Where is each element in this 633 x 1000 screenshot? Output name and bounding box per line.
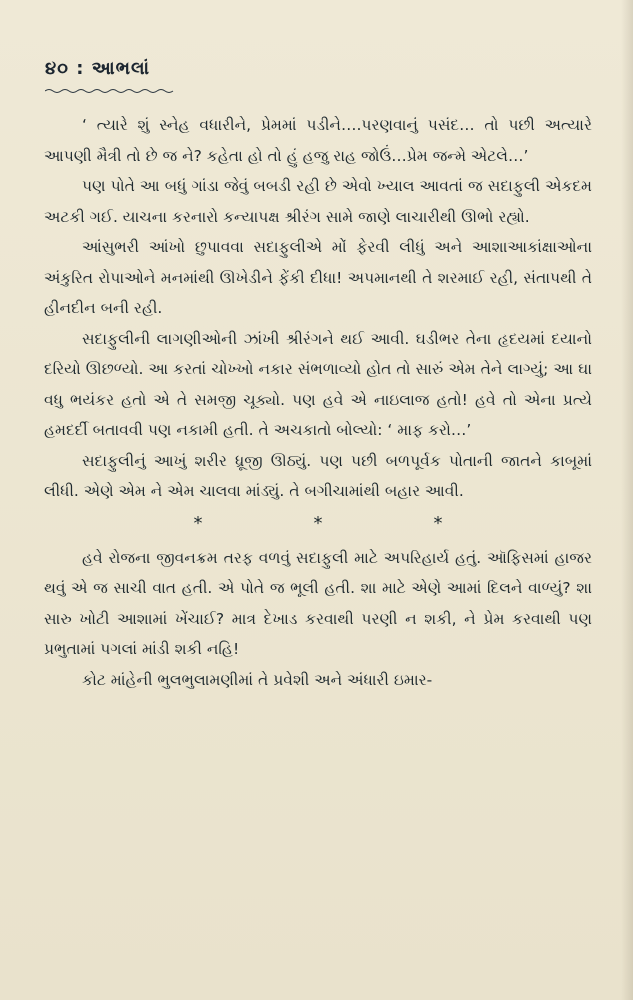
paragraph: હવે રોજના જીવનક્રમ તરફ વળવું સદાફુલી માટે અપરિહાર્ય હતું. ઑફિસમાં હાજર થવું એ જ સાચી વાત હતી. એ પોતે જ ભૂલી હતી. શા માટે એણે આમાં દિલને વાળ્યું? શા સારુ ખોટી આશામાં ખેંચાઈ? માત્ર દેખાડ કરવાથી પરણી ન શકી, ને પ્રેમ કરવાથી પણ પ્રભુતામાં પગલાં માંડી શકી નહિ!	[44, 548, 592, 658]
header-wavy-rule	[45, 88, 175, 94]
paragraph: સદાફુલીનું આખું શરીર ધ્રૂજી ઊઠ્યું. પણ પછી બળપૂર્વક પોતાની જાતને કાબૂમાં લીધી. એણે એમ ને એમ ચાલવા માંડ્યું. તે બગીચામાંથી બહાર આવી.	[44, 451, 592, 500]
page-edge-shadow	[621, 0, 633, 1000]
paragraph: પણ પોતે આ બધું ગાંડા જેવું બબડી રહી છે એવો ખ્યાલ આવતાં જ સદાફુલી એકદમ અટકી ગઈ. યાચના કરનારો કન્યાપક્ષ શ્રીરંગ સામે જાણે લાચારીથી ઊભો રહ્યો.	[44, 177, 592, 226]
page-body	[44, 110, 592, 695]
separator-star: *	[433, 512, 443, 534]
separator-star: *	[313, 512, 323, 534]
page-header: ૪૦ : આભલાં	[45, 58, 151, 79]
separator-star: *	[193, 512, 203, 534]
paragraph: સદાફુલીની લાગણીઓની ઝાંખી શ્રીરંગને થઈ આવી. ઘડીભર તેના હૃદયમાં દયાનો દરિયો ઊછળ્યો. આ કરતાં ચોખ્ખો નકાર સંભળાવ્યો હોત તો સારું એમ તેને લાગ્યું; આ ઘા વધુ ભયંકર હતો એ તે સમજી ચૂક્યો. પણ હવે એ નાઇલાજ હતો! હવે તો એના પ્રત્યે હમદર્દી બતાવવી પણ નકામી હતી. તે અચકાતો બોલ્યો: ‘ માફ કરો…’	[44, 329, 592, 439]
paragraph: આંસુભરી આંખો છુપાવવા સદાફુલીએ મોં ફેરવી લીધું અને આશાઆકાંક્ષાઓના અંકુરિત રોપાઓને મનમાંથી ઊખેડીને ફેંકી દીધા! અપમાનથી તે શરમાઈ રહી, સંતાપથી તે હીનદીન બની રહી.	[44, 238, 592, 317]
section-separator	[138, 511, 498, 537]
paragraph: ‘ ત્યારે શું સ્નેહ વધારીને, પ્રેમમાં પડીને….પરણવાનું પસંદ… તો પછી અત્યારે આપણી મૈત્રી તો છે જ ને? કહેતા હો તો હું હજુ રાહ જોઉં…પ્રેમ જન્મે એટલે…’	[44, 116, 592, 165]
paragraph: કોટ માંહેની ભુલભુલામણીમાં તે પ્રવેશી અને અંધારી ઇમાર-	[82, 670, 433, 689]
